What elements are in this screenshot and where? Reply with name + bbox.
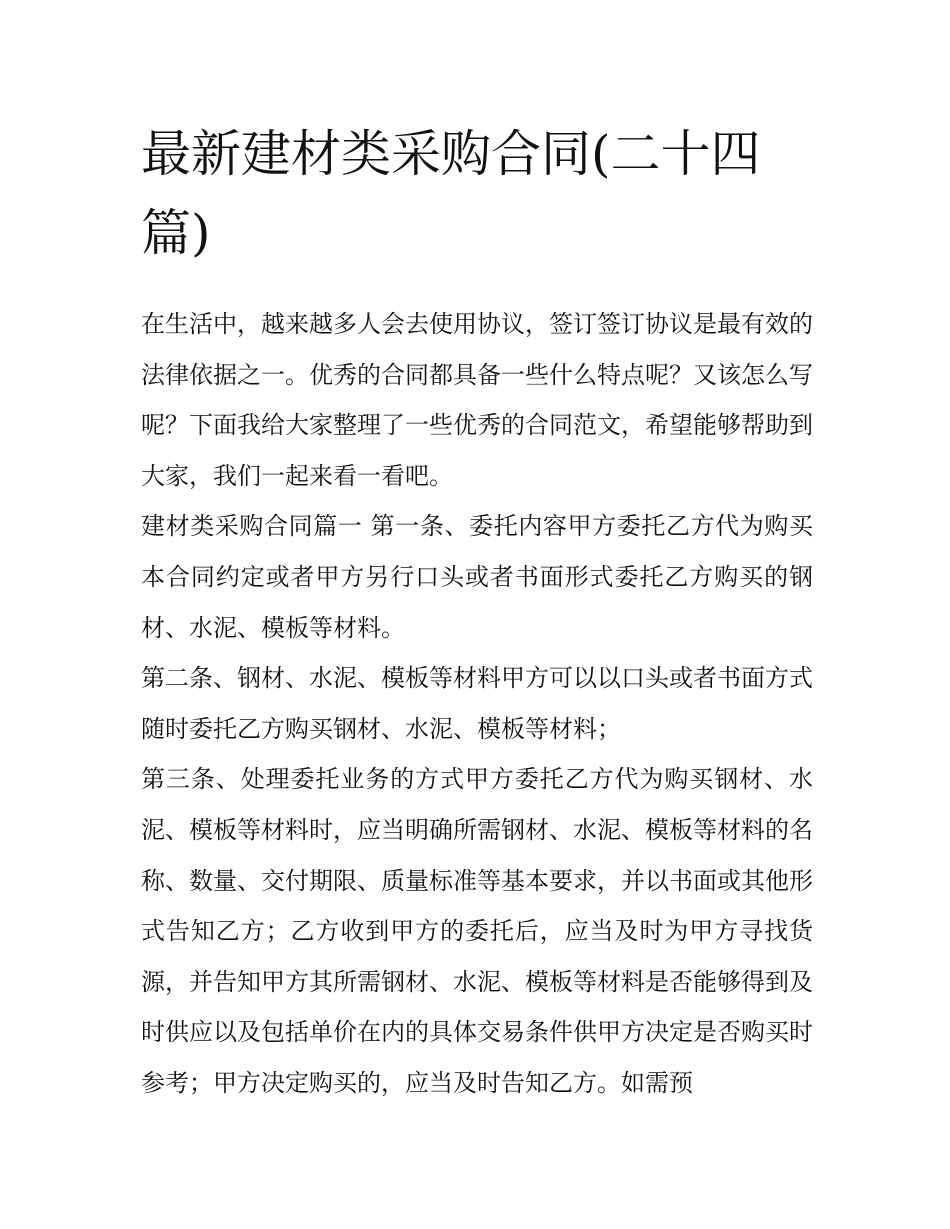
document-body	[141, 115, 813, 1109]
intro-paragraph: 在生活中，越来越多人会去使用协议，签订签订协议是最有效的法律依据之一。优秀的合同都具备一些什么特点呢？又该怎么写呢？下面我给大家整理了一些优秀的合同范文，希望能够帮助到大家，我们一起来看一看吧。	[141, 310, 813, 490]
article-three-paragraph: 第三条、处理委托业务的方式甲方委托乙方代为购买钢材、水泥、模板等材料时，应当明确所需钢材、水泥、模板等材料的名称、数量、交付期限、质量标准等基本要求，并以书面或其他形式告知乙方；乙方收到甲方的委托后，应当及时为甲方寻找货源，并告知甲方其所需钢材、水泥、模板等材料是否能够得到及时供应以及包括单价在内的具体交易条件供甲方决定是否购买时参考；甲方决定购买的，应当及时告知乙方。如需预	[141, 765, 813, 1097]
article-one-paragraph: 建材类采购合同篇一 第一条、委托内容甲方委托乙方代为购买本合同约定或者甲方另行口头或者书面形式委托乙方购买的钢材、水泥、模板等材料。	[141, 512, 813, 642]
document-title: 最新建材类采购合同(二十四篇)	[141, 125, 761, 262]
article-two-paragraph: 第二条、钢材、水泥、模板等材料甲方可以以口头或者书面方式随时委托乙方购买钢材、水泥、模板等材料；	[141, 664, 813, 743]
